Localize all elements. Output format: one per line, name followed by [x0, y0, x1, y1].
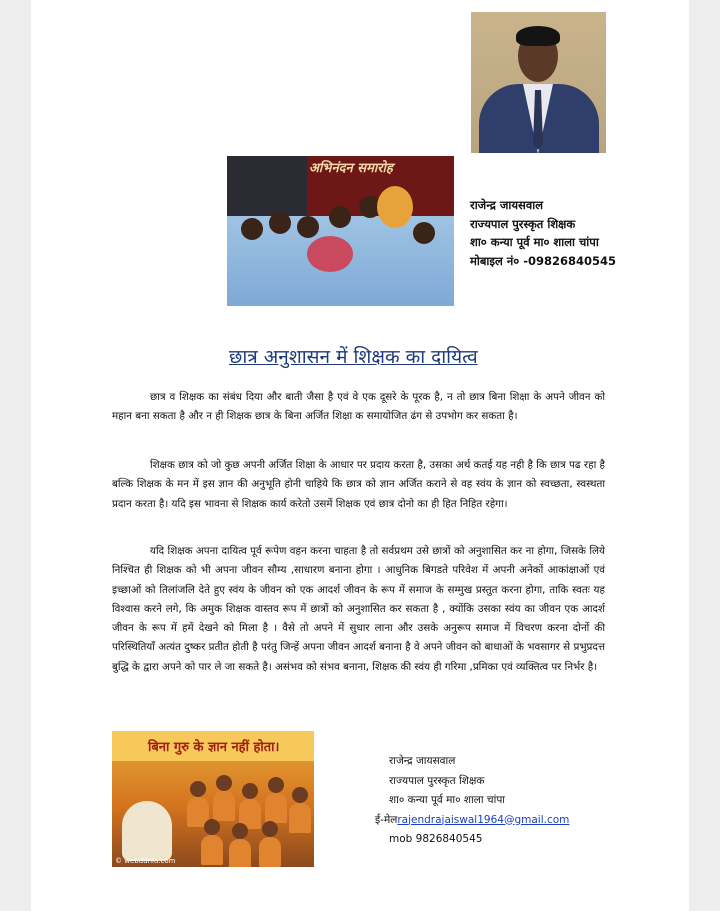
signature-block	[375, 752, 569, 850]
author-mobile: मोबाइल नं० -09826840545	[470, 253, 617, 268]
image-credit: © webdunia.com	[115, 857, 176, 865]
author-contact-block	[470, 196, 616, 270]
signature-title: राज्यपाल पुरस्कृत शिक्षक	[389, 774, 485, 787]
author-school: शा० कन्या पूर्व मा० शाला चांपा	[470, 235, 599, 249]
paragraph-1: छात्र व शिक्षक का संबंध दिया और बाती जैसा है एवं वे एक दूसरे के पूरक है, न तो छात्र बिना शिक्षा के अपने जीवन को महान बना सकता है और न ही शिक्षक छात्र के बिना अर्जित शिक्षा क समायोजित ढंग से उपभोग कर सकता है।	[112, 391, 605, 423]
paragraph-2: शिक्षक छात्र को जो कुछ अपनी अर्जित शिक्षा के आधार पर प्रदाय करता है, उसका अर्थ कतई यह नही है कि छात्र पढ रहा है बल्कि शिक्षक के मन में इस ज्ञान की अनुभूति होनी चाहिये कि छात्र को ज्ञान अर्जित कराने से वह स्वंय के ज्ञान को स्वच्छता, स्वस्थता प्रदान करता है। यदि इस भावना से शिक्षक कार्य करेतो उसमें शिक्षक एवं छात्र दोनो का ही हित निहित रहेगा।	[112, 459, 605, 510]
paragraph-3: यदि शिक्षक अपना दायित्व पूर्व रूपेण वहन करना चाहता है तो सर्वप्रथम उसे छात्रों को अनुशासित कर ना होगा, जिसके लिये निश्चित ही शिक्षक को भी अपना जीवन सौम्य ,साधारण बनाना होगा । आधुनिक बिगडते परिवेश में अपनी अनेकों आकांक्षाओं एवं इच्छाओं को तिलांजलि देते हुए स्वंय के जीवन को एक आदर्श जीवन के रूप में समाज के सम्मुख प्रस्तुत करना होगा, ताकि स्वतः यह विश्वास करने लगे, कि अमुक शिक्षक वास्तव रूप में छात्रों को अनुशासित कर सकता है , क्योंकि उसका स्वंय का जीवन एक आदर्श जीवन के रूप में हमें देखने को मिला है । वैसे तो अपने में सुधार लाना और उसके अनुरूप समाज में विचरण करना दोनों की परिस्थितियॉं अत्यंत दुष्कर प्रतीत होती है परंतु जिन्हें अपना जीवन आदर्श बनाना है वे अपने जीवन को बाधाओं के भवसागर से प्रभुप्रदत्त बुद्धि के द्वारा अपने को पार ले जा सकते है। असंभव को संभव बनाना, शिक्षक की स्वंय ही गरिमा ,प्रमिका एवं व्यक्तित्व पर निर्भर है।	[112, 545, 605, 673]
email-link[interactable]: rajendrajaiswal1964@gmail.com	[397, 813, 570, 826]
signature-name: राजेन्द्र जायसवाल	[389, 755, 456, 767]
signature-mobile: mob 9826840545	[389, 833, 483, 845]
guru-disciples-illustration	[112, 731, 314, 867]
author-portrait-photo	[471, 12, 606, 153]
email-label: ई-मेल	[375, 813, 398, 826]
signature-email-row	[375, 811, 569, 831]
event-banner-text: अभिनंदन समारोह	[309, 161, 393, 176]
author-title: राज्यपाल पुरस्कृत शिक्षक	[470, 216, 576, 231]
guru-caption: बिना गुरु के ज्ञान नहीं होता।	[148, 740, 280, 755]
signature-school: शा० कन्या पूर्व मा० शाला चांपा	[389, 794, 506, 806]
document-page	[31, 0, 689, 911]
felicitation-event-photo	[227, 156, 454, 306]
author-name: राजेन्द्र जायसवाल	[470, 198, 544, 212]
article-title: छात्र अनुशासन में शिक्षक का दायित्व	[229, 346, 478, 368]
